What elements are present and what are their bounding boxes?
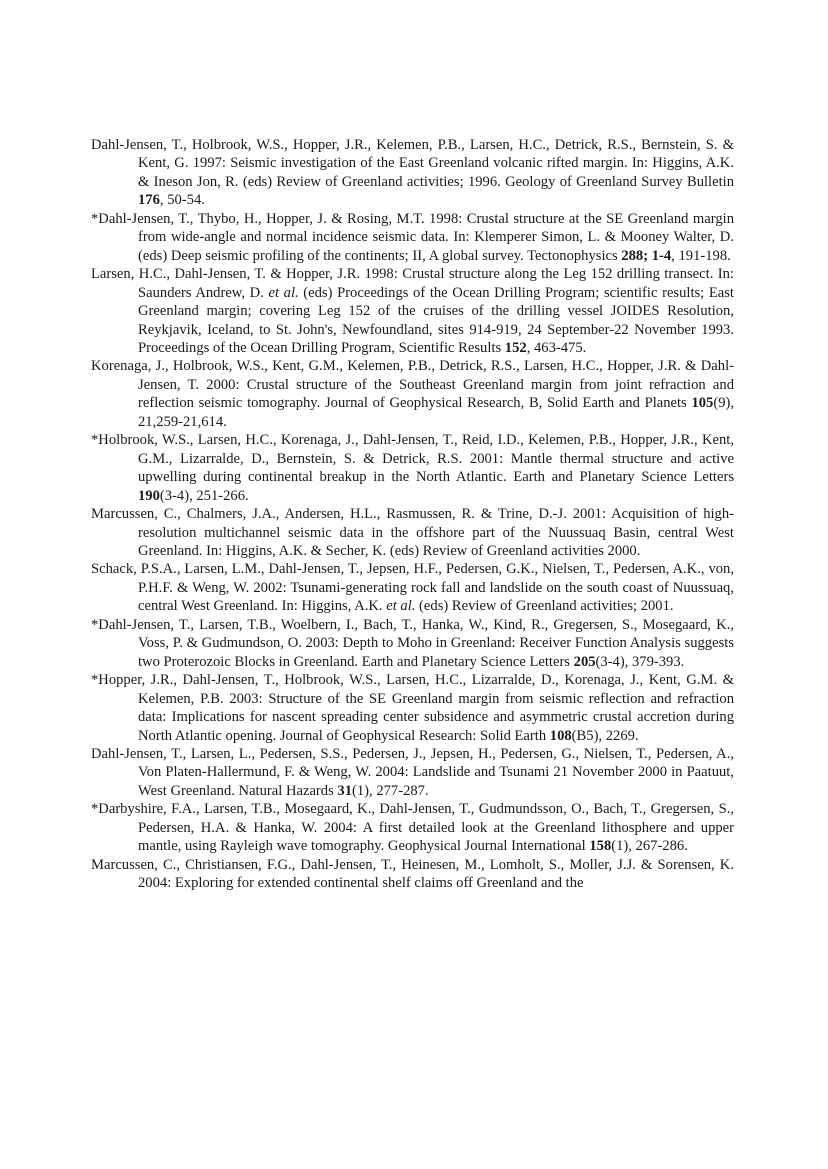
reference-entry: *Darbyshire, F.A., Larsen, T.B., Mosegaard, K., Dahl-Jensen, T., Gudmundsson, O., Bach, T., Gregersen, S., Pedersen, H.A. & Hanka, W. 2004: A first detailed look at the Greenland lithosphere and upper mantle, using Rayleigh wave tomography. Geophysical Journal International 158(1), 267-286. (91, 801, 734, 855)
reference-entry: *Holbrook, W.S., Larsen, H.C., Korenaga, J., Dahl-Jensen, T., Reid, I.D., Kelemen, P.B., Hopper, J.R., Kent, G.M., Lizarralde, D., Bernstein, S. & Detrick, R.S. 2001: Mantle thermal structure and active upwelling during continental breakup in the North Atlantic. Earth and Planetary Science Letters 190(3-4), 251-266. (91, 432, 734, 504)
reference-entry: Larsen, H.C., Dahl-Jensen, T. & Hopper, J.R. 1998: Crustal structure along the Leg 152 drilling transect. In: Saunders Andrew, D. et al. (eds) Proceedings of the Ocean Drilling Program; scientific results; East Greenland margin; covering Leg 152 of the cruises of the drilling vessel JOIDES Resolution, Reykjavik, Iceland, to St. John's, Newfoundland, sites 914-919, 24 September-22 November 1993. Proceedings of the Ocean Drilling Program, Scientific Results 152, 463-475. (91, 266, 734, 356)
reference-entry: *Dahl-Jensen, T., Larsen, T.B., Woelbern, I., Bach, T., Hanka, W., Kind, R., Gregersen, S., Mosegaard, K., Voss, P. & Gudmundson, O. 2003: Depth to Moho in Greenland: Receiver Function Analysis suggests two Proterozoic Blocks in Greenland. Earth and Planetary Science Letters 205(3-4), 379-393. (91, 616, 734, 670)
reference-entry: Marcussen, C., Christiansen, F.G., Dahl-Jensen, T., Heinesen, M., Lomholt, S., Moller, J.J. & Sorensen, K. 2004: Exploring for extended continental shelf claims off Greenland and the (91, 856, 734, 892)
reference-entry: Dahl-Jensen, T., Larsen, L., Pedersen, S.S., Pedersen, J., Jepsen, H., Pedersen, G., Nielsen, T., Pedersen, A., Von Platen-Hallermund, F. & Weng, W. 2004: Landslide and Tsunami 21 November 2000 in Paatuut, West Greenland. Natural Hazards 31(1), 277-287. (91, 745, 734, 799)
reference-list (91, 136, 734, 893)
reference-entry: Korenaga, J., Holbrook, W.S., Kent, G.M., Kelemen, P.B., Detrick, R.S., Larsen, H.C., Hopper, J.R. & Dahl-Jensen, T. 2000: Crustal structure of the Southeast Greenland margin from joint refraction and reflection seismic tomography. Journal of Geophysical Research, B, Solid Earth and Planets 105(9), 21,259-21,614. (91, 358, 734, 430)
reference-entry: Schack, P.S.A., Larsen, L.M., Dahl-Jensen, T., Jepsen, H.F., Pedersen, G.K., Nielsen, T., Pedersen, A.K., von, P.H.F. & Weng, W. 2002: Tsunami-generating rock fall and landslide on the south coast of Nuussuaq, central West Greenland. In: Higgins, A.K. et al. (eds) Review of Greenland activities; 2001. (91, 561, 734, 615)
reference-entry: Dahl-Jensen, T., Holbrook, W.S., Hopper, J.R., Kelemen, P.B., Larsen, H.C., Detrick, R.S., Bernstein, S. & Kent, G. 1997: Seismic investigation of the East Greenland volcanic rifted margin. In: Higgins, A.K. & Ineson Jon, R. (eds) Review of Greenland activities; 1996. Geology of Greenland Survey Bulletin 176, 50-54. (91, 137, 734, 209)
reference-entry: Marcussen, C., Chalmers, J.A., Andersen, H.L., Rasmussen, R. & Trine, D.-J. 2001: Acquisition of high-resolution multichannel seismic data in the offshore part of the Nuussuaq Basin, central West Greenland. In: Higgins, A.K. & Secher, K. (eds) Review of Greenland activities 2000. (91, 506, 734, 559)
reference-entry: *Hopper, J.R., Dahl-Jensen, T., Holbrook, W.S., Larsen, H.C., Lizarralde, D., Korenaga, J., Kent, G.M. & Kelemen, P.B. 2003: Structure of the SE Greenland margin from seismic reflection and refraction data: Implications for nascent spreading center subsidence and asymmetric crustal accretion during North Atlantic opening. Journal of Geophysical Research: Solid Earth 108(B5), 2269. (91, 672, 734, 744)
reference-entry: *Dahl-Jensen, T., Thybo, H., Hopper, J. & Rosing, M.T. 1998: Crustal structure at the SE Greenland margin from wide-angle and normal incidence seismic data. In: Klemperer Simon, L. & Mooney Walter, D. (eds) Deep seismic profiling of the continents; II, A global survey. Tectonophysics 288; 1-4, 191-198. (91, 210, 734, 264)
